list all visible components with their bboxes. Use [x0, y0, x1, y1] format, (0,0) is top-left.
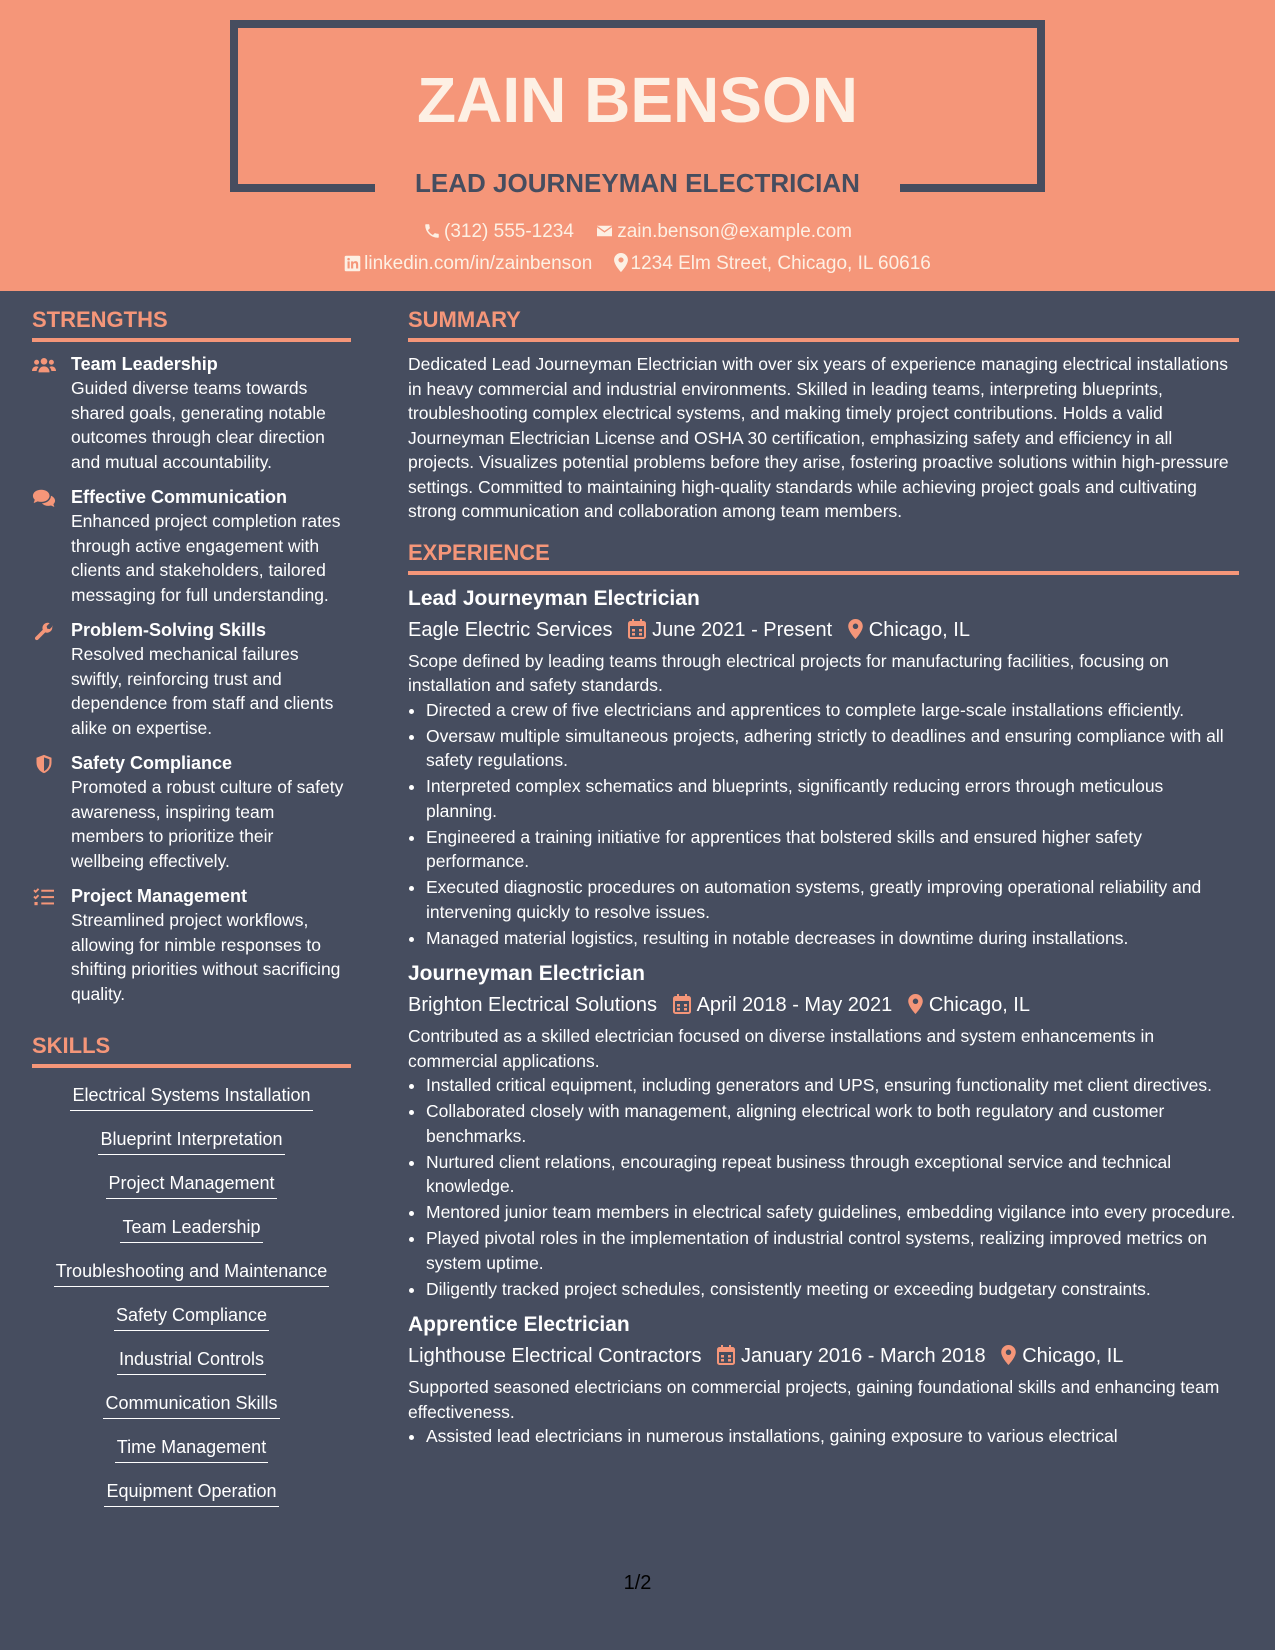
linkedin-icon: [344, 255, 361, 272]
map-pin-icon: [614, 253, 628, 272]
job-bullets: [408, 698, 1239, 951]
skill-item: Industrial Controls: [117, 1346, 266, 1375]
job-bullets: [408, 1073, 1239, 1301]
skill-item: Safety Compliance: [114, 1302, 269, 1331]
skill-item: Troubleshooting and Maintenance: [54, 1258, 330, 1287]
map-pin-icon: [1001, 1345, 1016, 1365]
map-pin-icon: [908, 994, 923, 1014]
phone-text: (312) 555-1234: [444, 221, 574, 242]
candidate-name: ZAIN BENSON: [417, 64, 858, 136]
skill-item: Electrical Systems Installation: [70, 1082, 312, 1111]
strength-item: [32, 352, 351, 474]
job-role: Lead Journeyman Electrician: [408, 586, 700, 610]
job-company: Brighton Electrical Solutions: [408, 994, 658, 1016]
skill-item: Equipment Operation: [104, 1478, 278, 1507]
job-company: Eagle Electric Services: [408, 618, 613, 641]
skill-item: Blueprint Interpretation: [98, 1126, 284, 1155]
job-bullet: • Interpreted complex schematics and blueprints, significantly reducing errors through meticulous planning.: [426, 774, 1239, 823]
strength-title: Safety Compliance: [71, 753, 233, 773]
job-dates: January 2016 - March 2018: [741, 1345, 986, 1367]
job-bullet: • Installed critical equipment, including generators and UPS, ensuring functionality met client directives.: [426, 1073, 1239, 1098]
left-column: [32, 305, 351, 1522]
summary-heading: SUMMARY: [408, 305, 1239, 342]
skill-item: Communication Skills: [103, 1390, 279, 1419]
job-entry: [408, 585, 1239, 951]
job-role: Apprentice Electrician: [408, 1313, 630, 1336]
address-text: 1234 Elm Street, Chicago, IL 60616: [630, 253, 931, 274]
job-meta: [408, 990, 1239, 1020]
strength-description: Resolved mechanical failures swiftly, reinforcing trust and dependence from staff and clients alike on expertise.: [71, 644, 334, 738]
strength-title: Team Leadership: [71, 354, 218, 374]
shield-icon: [32, 754, 56, 774]
wrench-icon: [32, 621, 56, 641]
job-description: Contributed as a skilled electrician focused on diverse installations and system enhancements in commercial applications.: [408, 1026, 1155, 1071]
job-location: Chicago, IL: [928, 994, 1030, 1016]
job-location: Chicago, IL: [868, 618, 970, 641]
email-text: zain.benson@example.com: [617, 221, 852, 242]
experience-heading: EXPERIENCE: [408, 538, 1239, 575]
calendar-icon: [717, 1345, 735, 1365]
strength-description: Streamlined project workflows, allowing for nimble responses to shifting priorities without sacrificing quality.: [71, 910, 341, 1004]
strength-item: [32, 884, 351, 1006]
job-meta: [408, 615, 1239, 645]
email-item[interactable]: [595, 220, 852, 244]
job-bullet: • Collaborated closely with management, aligning electrical work to both regulatory and customer benchmarks.: [426, 1099, 1239, 1148]
strength-item: [32, 751, 351, 873]
job-bullet: • Mentored junior team members in electrical safety guidelines, embedding vigilance into every procedure.: [426, 1200, 1239, 1225]
skills-heading: SKILLS: [32, 1031, 351, 1068]
summary-text: Dedicated Lead Journeyman Electrician with over six years of experience managing electrical installations in heavy commercial and industrial environments. Skilled in leading teams, interpreting blueprints, troubleshooting complex electrical systems, and making timely project contributions. Holds a valid Journeyman Electrician License and OSHA 30 certification, emphasizing safety and efficiency in all projects. Visualizes potential problems before they arise, fostering proactive solutions within high-pressure settings. Committed to maintaining high-quality standards while achieving project goals and cultivating strong communication and collaboration among team members.: [408, 354, 1229, 521]
skill-item: Project Management: [106, 1170, 276, 1199]
skill-item: Team Leadership: [120, 1214, 262, 1243]
linkedin-text: linkedin.com/in/zainbenson: [364, 253, 593, 274]
strength-item: [32, 485, 351, 607]
page-number: 1/2: [623, 1572, 652, 1594]
phone-item[interactable]: [423, 220, 574, 244]
job-bullet: • Diligently tracked project schedules, consistently meeting or exceeding budgetary constraints.: [426, 1277, 1239, 1302]
job-bullet: • Assisted lead electricians in numerous installations, gaining exposure to various electrical: [426, 1424, 1239, 1449]
job-bullet: • Executed diagnostic procedures on automation systems, greatly improving operational reliability and intervening quickly to resolve issues.: [426, 875, 1239, 924]
right-column: [408, 305, 1239, 1459]
linkedin-item[interactable]: [344, 252, 592, 276]
job-entry: [408, 960, 1239, 1301]
job-dates: April 2018 - May 2021: [696, 994, 893, 1016]
job-description: Scope defined by leading teams through electrical projects for manufacturing facilities, focusing on installation and safety standards.: [408, 650, 1169, 695]
strengths-heading: STRENGTHS: [32, 305, 351, 342]
skill-item: Time Management: [115, 1434, 268, 1463]
job-entry: [408, 1311, 1239, 1449]
job-bullet: • Managed material logistics, resulting in notable decreases in downtime during installations.: [426, 926, 1239, 951]
job-bullet: • Nurtured client relations, encouraging repeat business through exceptional service and technical knowledge.: [426, 1150, 1239, 1199]
job-description: Supported seasoned electricians on commercial projects, gaining foundational skills and enhancing team effectiveness.: [408, 1377, 1220, 1422]
calendar-icon: [673, 994, 691, 1014]
list-check-icon: [32, 887, 56, 907]
contact-row-2: [0, 252, 1275, 276]
job-dates: June 2021 - Present: [652, 618, 833, 641]
strength-description: Enhanced project completion rates through active engagement with clients and stakeholders, tailored messaging for full understanding.: [71, 511, 341, 605]
map-pin-icon: [848, 619, 863, 639]
users-icon: [32, 355, 56, 375]
job-location: Chicago, IL: [1022, 1345, 1124, 1367]
contact-row-1: [0, 220, 1275, 244]
job-role: Journeyman Electrician: [408, 962, 645, 985]
job-bullet: • Oversaw multiple simultaneous projects, adhering strictly to deadlines and ensuring compliance with all safety regulations.: [426, 724, 1239, 773]
strength-title: Project Management: [71, 886, 248, 906]
skills-list: [32, 1082, 351, 1522]
phone-icon: [423, 222, 441, 240]
strength-description: Promoted a robust culture of safety awareness, inspiring team members to prioritize their wellbeing effectively.: [71, 777, 344, 871]
strength-description: Guided diverse teams towards shared goals, generating notable outcomes through clear direction and mutual accountability.: [71, 378, 326, 472]
job-company: Lighthouse Electrical Contractors: [408, 1345, 702, 1367]
strength-item: [32, 618, 351, 740]
strength-title: Problem-Solving Skills: [71, 620, 267, 640]
job-bullet: • Directed a crew of five electricians and apprentices to complete large-scale installations efficiently.: [426, 698, 1239, 723]
comments-icon: [32, 488, 56, 508]
job-meta: [408, 1341, 1239, 1371]
address-item: [614, 252, 931, 276]
strength-title: Effective Communication: [71, 487, 288, 507]
envelope-icon: [595, 222, 614, 240]
job-bullet: • Engineered a training initiative for apprentices that bolstered skills and ensured higher safety performance.: [426, 825, 1239, 874]
candidate-title: LEAD JOURNEYMAN ELECTRICIAN: [415, 168, 860, 198]
job-bullet: • Played pivotal roles in the implementation of industrial control systems, realizing improved metrics on system uptime.: [426, 1226, 1239, 1275]
calendar-icon: [628, 619, 646, 639]
job-bullets: [408, 1424, 1239, 1449]
